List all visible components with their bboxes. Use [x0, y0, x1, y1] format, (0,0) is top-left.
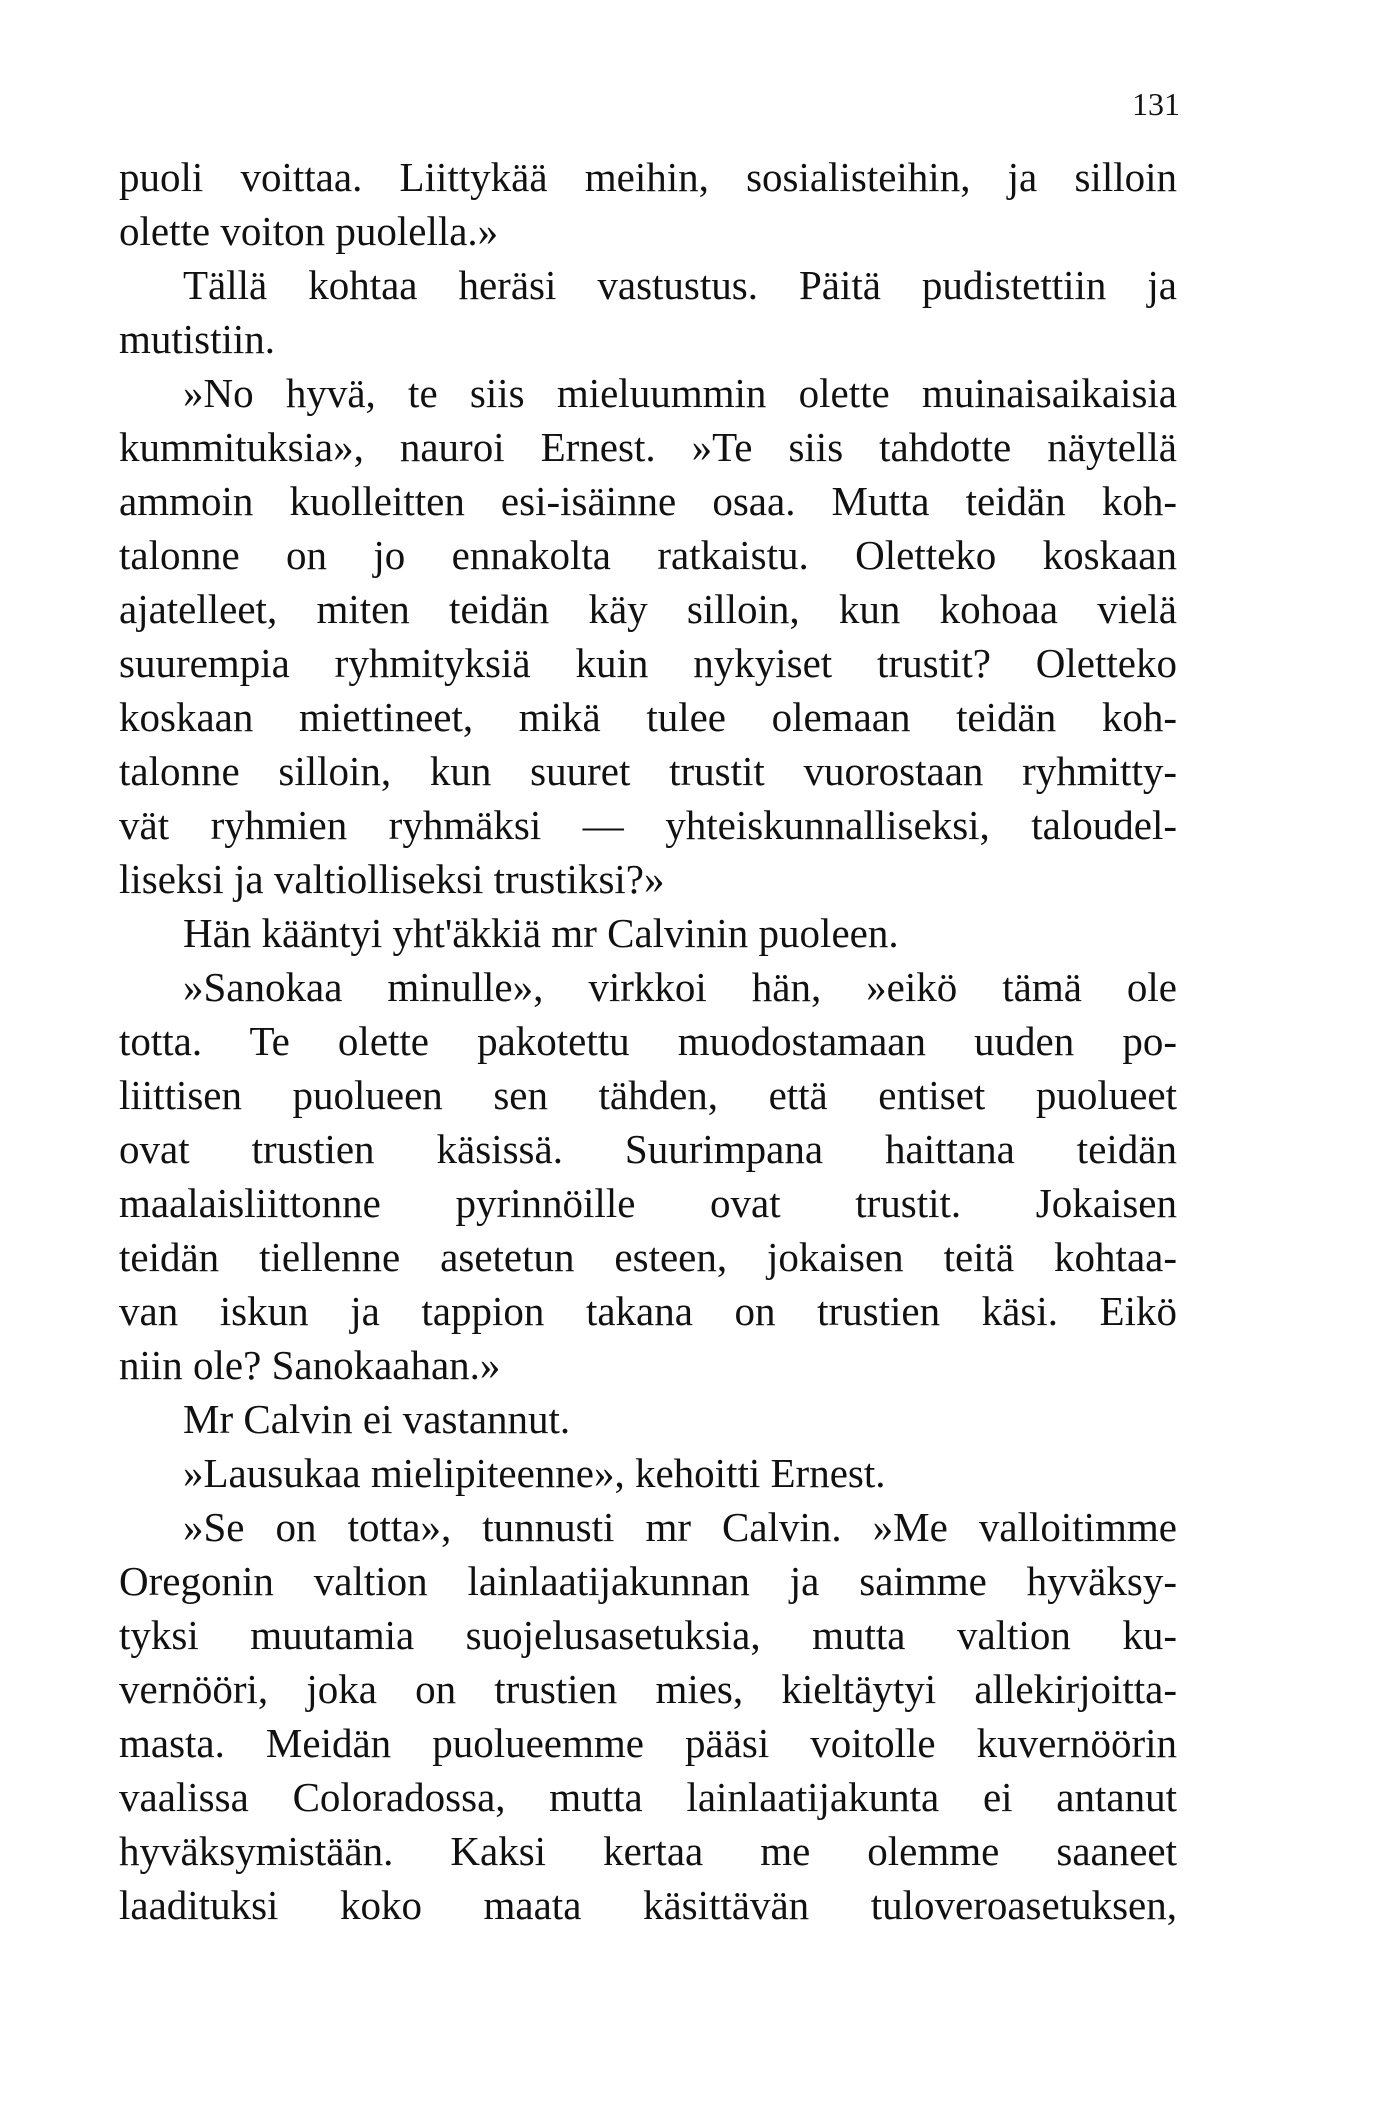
text-line: talonne on jo ennakolta ratkaistu. Oletteko koskaan	[119, 532, 1177, 578]
text-line: puoli voittaa. Liittykää meihin, sosialisteihin, ja silloin	[119, 154, 1177, 200]
text-line: Tällä kohtaa heräsi vastustus. Päitä pudistettiin ja	[183, 262, 1177, 308]
text-line: kummituksia», nauroi Ernest. »Te siis tahdotte näytellä	[119, 424, 1177, 470]
text-line: »No hyvä, te siis mieluummin olette muinaisaikaisia	[183, 370, 1177, 416]
text-line: ovat trustien käsissä. Suurimpana haittana teidän	[119, 1126, 1177, 1172]
text-line: koskaan miettineet, mikä tulee olemaan teidän koh-	[119, 694, 1177, 740]
text-line: »Se on totta», tunnusti mr Calvin. »Me valloitimme	[183, 1504, 1177, 1550]
text-line: hyväksymistään. Kaksi kertaa me olemme saaneet	[119, 1828, 1177, 1874]
text-line: ajatelleet, miten teidän käy silloin, kun kohoaa vielä	[119, 586, 1177, 632]
text-line: liittisen puolueen sen tähden, että entiset puolueet	[119, 1072, 1177, 1118]
text-line: totta. Te olette pakotettu muodostamaan uuden po-	[119, 1018, 1177, 1064]
text-line: Hän kääntyi yht'äkkiä mr Calvinin puoleen.	[183, 910, 899, 956]
text-line: van iskun ja tappion takana on trustien käsi. Eikö	[119, 1288, 1177, 1334]
text-line: maalaisliittonne pyrinnöille ovat trustit. Jokaisen	[119, 1180, 1177, 1226]
text-line: olette voiton puolella.»	[119, 208, 499, 254]
page-number: 131	[1132, 86, 1180, 122]
text-line: tyksi muutamia suojelusasetuksia, mutta valtion ku-	[119, 1612, 1177, 1658]
text-line: masta. Meidän puolueemme pääsi voitolle kuvernöörin	[119, 1720, 1177, 1766]
text-line: mutistiin.	[119, 316, 276, 362]
text-line: vernööri, joka on trustien mies, kieltäytyi allekirjoitta-	[119, 1666, 1177, 1712]
text-line: Mr Calvin ei vastannut.	[183, 1396, 571, 1442]
text-line: talonne silloin, kun suuret trustit vuorostaan ryhmitty-	[119, 748, 1177, 794]
text-line: laadituksi koko maata käsittävän tuloveroasetuksen,	[119, 1882, 1177, 1928]
text-line: suurempia ryhmityksiä kuin nykyiset trustit? Oletteko	[119, 640, 1177, 686]
text-line: vät ryhmien ryhmäksi — yhteiskunnalliseksi, taloudel-	[119, 802, 1177, 848]
text-line: ammoin kuolleitten esi-isäinne osaa. Mutta teidän koh-	[119, 478, 1177, 524]
text-line: niin ole? Sanokaahan.»	[119, 1342, 501, 1388]
text-line: liseksi ja valtiolliseksi trustiksi?»	[119, 856, 665, 902]
text-line: »Sanokaa minulle», virkkoi hän, »eikö tämä ole	[183, 964, 1177, 1010]
text-line: »Lausukaa mielipiteenne», kehoitti Ernest.	[183, 1450, 886, 1496]
text-line: Oregonin valtion lainlaatijakunnan ja saimme hyväksy-	[119, 1558, 1177, 1604]
body-text	[119, 150, 1177, 1932]
text-line: teidän tiellenne asetetun esteen, jokaisen teitä kohtaa-	[119, 1234, 1177, 1280]
text-line: vaalissa Coloradossa, mutta lainlaatijakunta ei antanut	[119, 1774, 1177, 1820]
